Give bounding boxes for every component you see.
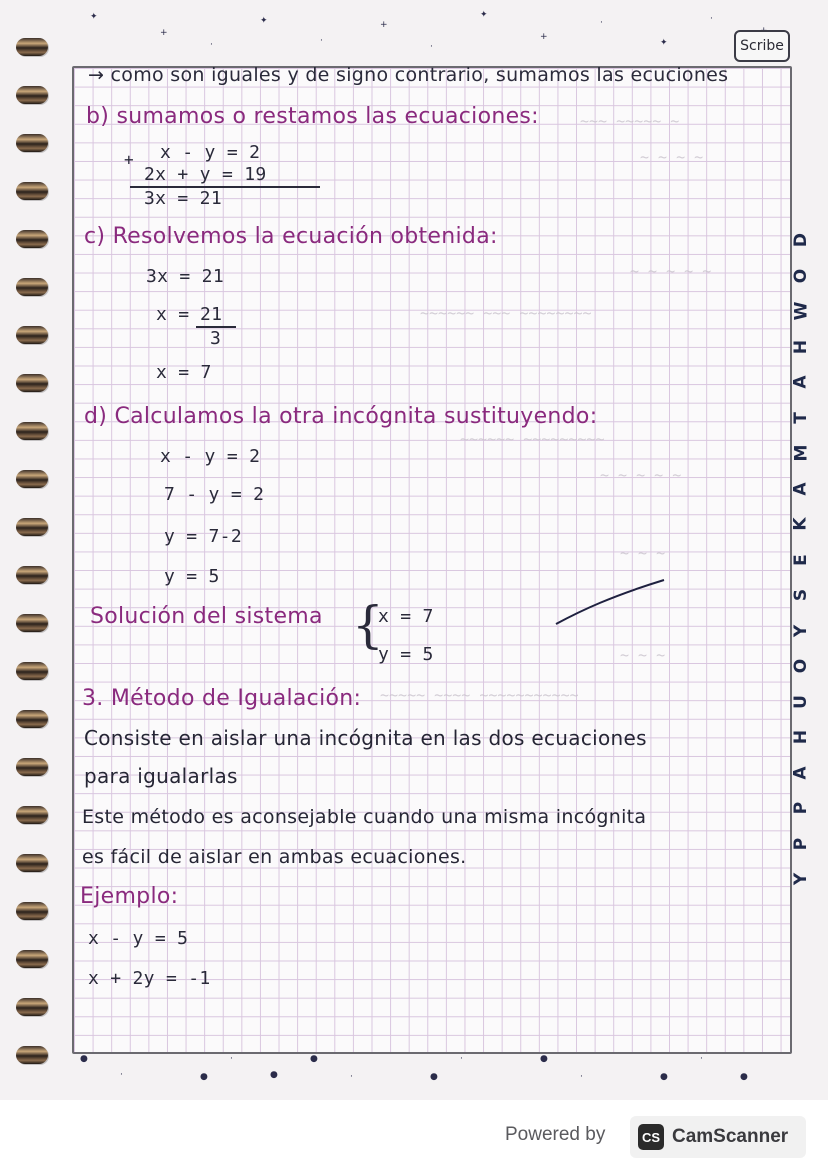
- spiral-binding: [16, 38, 56, 1088]
- camscanner-brand: CamScanner: [672, 1126, 789, 1147]
- bleed-through: ~ ~ ~ ~ ~: [630, 262, 712, 280]
- subst-line-3: y = 7-2: [164, 526, 242, 547]
- bleed-through: ~ ~ ~: [620, 544, 666, 562]
- subst-line-1: x - y = 2: [160, 446, 261, 467]
- intro-note: → como son iguales y de signo contrario, sumamos las ecuciones: [88, 64, 729, 86]
- subst-line-2: 7 - y = 2: [164, 484, 265, 505]
- camscanner-badge: [630, 1116, 806, 1158]
- step-c-title: c) Resolvemos la ecuación obtenida:: [84, 224, 498, 249]
- subst-line-4: y = 5: [164, 566, 220, 587]
- method-description-1: Consiste en aislar una incógnita en las dos ecuaciones: [84, 726, 647, 750]
- method-note-2: es fácil de aislar en ambas ecuaciones.: [82, 846, 467, 868]
- step-b-title: b) sumamos o restamos las ecuaciones:: [86, 104, 539, 129]
- bleed-through: ~ ~ ~ ~: [640, 148, 704, 166]
- decorative-dots-top: ✦ + · ✦ · + · ✦ + · ✦ ·: [90, 10, 713, 52]
- sum-row-3: 3x = 21: [144, 188, 222, 209]
- sum-row-2: 2x + y = 19: [144, 164, 267, 185]
- bleed-through: ~ ~ ~: [620, 646, 666, 664]
- bleed-through: ~ ~ ~ ~ ~: [600, 466, 682, 484]
- solve-eq-1: 3x = 21: [146, 266, 224, 287]
- method-description-2: para igualarlas: [84, 764, 238, 788]
- camscanner-logo-icon: CS: [638, 1124, 664, 1150]
- decorative-dots-bottom: ● · ● · ● ● · ● · ● · ● · ●: [80, 1054, 748, 1082]
- bleed-through: ~~~~~~ ~~~~~~~~~: [460, 430, 605, 448]
- solve-eq-2-denominator: 3: [210, 328, 222, 349]
- method-title: 3. Método de Igualación:: [82, 686, 362, 711]
- scribe-badge: Scribe: [734, 30, 790, 62]
- side-banner: D O W H A T M A K E S Y O U H A P P Y: [790, 232, 811, 886]
- grid-paper: [72, 66, 792, 1054]
- bleed-through: ~~~~~~ ~~~ ~~~~~~~~: [420, 304, 592, 322]
- step-d-title: d) Calculamos la otra incógnita sustituyendo:: [84, 404, 598, 429]
- brace-icon: {: [352, 596, 384, 654]
- sum-row-1: x - y = 2: [160, 142, 261, 163]
- example-eq-2: x + 2y = -1: [88, 968, 211, 989]
- bleed-through: ~~~~~ ~~~~ ~~~~~~~~~~~: [380, 686, 579, 704]
- powered-by-label: Powered by: [505, 1124, 606, 1145]
- pen-stroke-icon: [552, 570, 672, 630]
- solution-y: y = 5: [378, 644, 434, 665]
- example-label: Ejemplo:: [80, 884, 179, 909]
- solve-eq-2-numerator: 21: [200, 304, 223, 325]
- bleed-through: ~~~ ~~~~~ ~: [580, 112, 680, 130]
- example-eq-1: x - y = 5: [88, 928, 189, 949]
- solve-eq-2-left: x =: [156, 304, 190, 325]
- solution-x: x = 7: [378, 606, 434, 627]
- method-note-1: Este método es aconsejable cuando una misma incógnita: [82, 806, 647, 828]
- solution-label: Solución del sistema: [90, 604, 323, 629]
- solve-eq-3: x = 7: [156, 362, 212, 383]
- sum-plus-sign: +: [124, 150, 134, 169]
